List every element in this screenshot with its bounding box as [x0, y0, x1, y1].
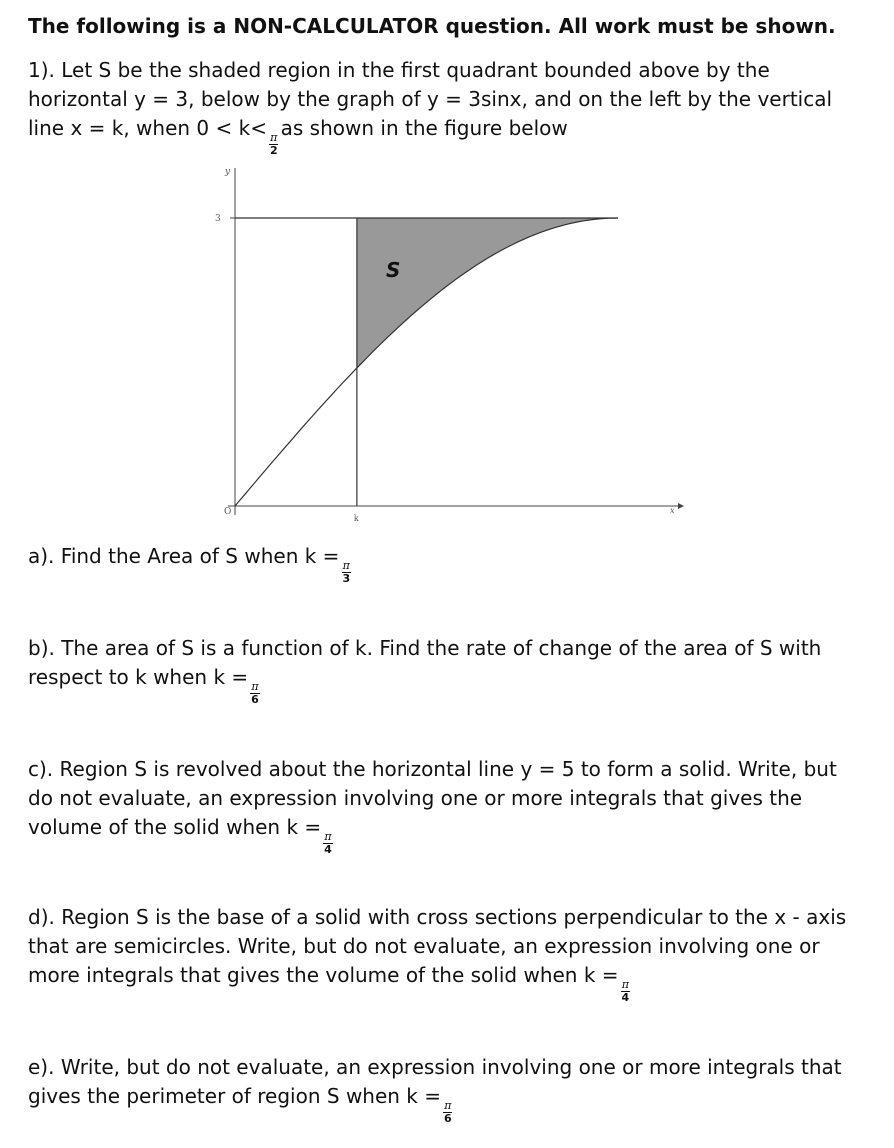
- part-b-line-1: b). The area of S is a function of k. Find the rate of change of the area of S with: [28, 636, 822, 660]
- part-d-line-3-text: more integrals that gives the volume of the solid when k =: [28, 963, 619, 987]
- region-figure: [200, 160, 690, 530]
- part-b-line-2-text: respect to k when k =: [28, 665, 249, 689]
- page-header: The following is a NON-CALCULATOR question. All work must be shown.: [28, 14, 836, 38]
- pi-over-4-fraction: $\frac{\pi}{4}$: [621, 978, 630, 1004]
- part-d-line-2: that are semicircles. Write, but do not evaluate, an expression involving one or: [28, 934, 820, 958]
- intro-line-2: horizontal y = 3, below by the graph of y = 3sinx, and on the left by the vertical: [28, 87, 833, 111]
- shaded-region-s: [357, 218, 618, 368]
- pi-over-6-fraction: $\frac{\pi}{6}$: [444, 1099, 452, 1125]
- part-a-text: a). Find the Area of S when k =: [28, 544, 340, 568]
- k-label: k: [353, 514, 359, 523]
- region-s-label: S: [386, 258, 401, 282]
- part-c-line-3: [28, 817, 335, 855]
- intro-line-3-text: line x = k, when 0 < k<: [28, 116, 267, 140]
- part-b-line-2: [28, 667, 262, 705]
- part-d-line-3: [28, 965, 632, 1003]
- part-e-line-2: [28, 1086, 455, 1124]
- intro-line-3: [28, 118, 568, 156]
- intro-line-1: 1). Let S be the shaded region in the first quadrant bounded above by the: [28, 58, 770, 82]
- part-a: [28, 546, 353, 584]
- part-e-line-1: e). Write, but do not evaluate, an expression involving one or more integrals that: [28, 1055, 842, 1079]
- part-c-line-1: c). Region S is revolved about the horizontal line y = 5 to form a solid. Write, but: [28, 757, 837, 781]
- y-axis-label: y: [225, 167, 231, 177]
- y-tick-label: 3: [215, 214, 221, 224]
- pi-over-4-fraction: $\frac{\pi}{4}$: [324, 830, 332, 856]
- pi-over-3-fraction: $\frac{\pi}{3}$: [342, 559, 351, 585]
- part-c-line-3-text: volume of the solid when k =: [28, 815, 322, 839]
- intro-line-3-tail: as shown in the figure below: [280, 116, 568, 140]
- origin-label: O: [224, 507, 232, 517]
- x-axis-arrow: [678, 503, 684, 509]
- part-e-line-2-text: gives the perimeter of region S when k =: [28, 1084, 442, 1108]
- pi-over-2-fraction: $\frac{\pi}{2}$: [269, 131, 278, 157]
- part-c-line-2: do not evaluate, an expression involving one or more integrals that gives the: [28, 786, 803, 810]
- pi-over-6-fraction: $\frac{\pi}{6}$: [251, 680, 259, 706]
- part-d-line-1: d). Region S is the base of a solid with cross sections perpendicular to the x - axis: [28, 905, 847, 929]
- x-axis-label: x: [670, 506, 675, 515]
